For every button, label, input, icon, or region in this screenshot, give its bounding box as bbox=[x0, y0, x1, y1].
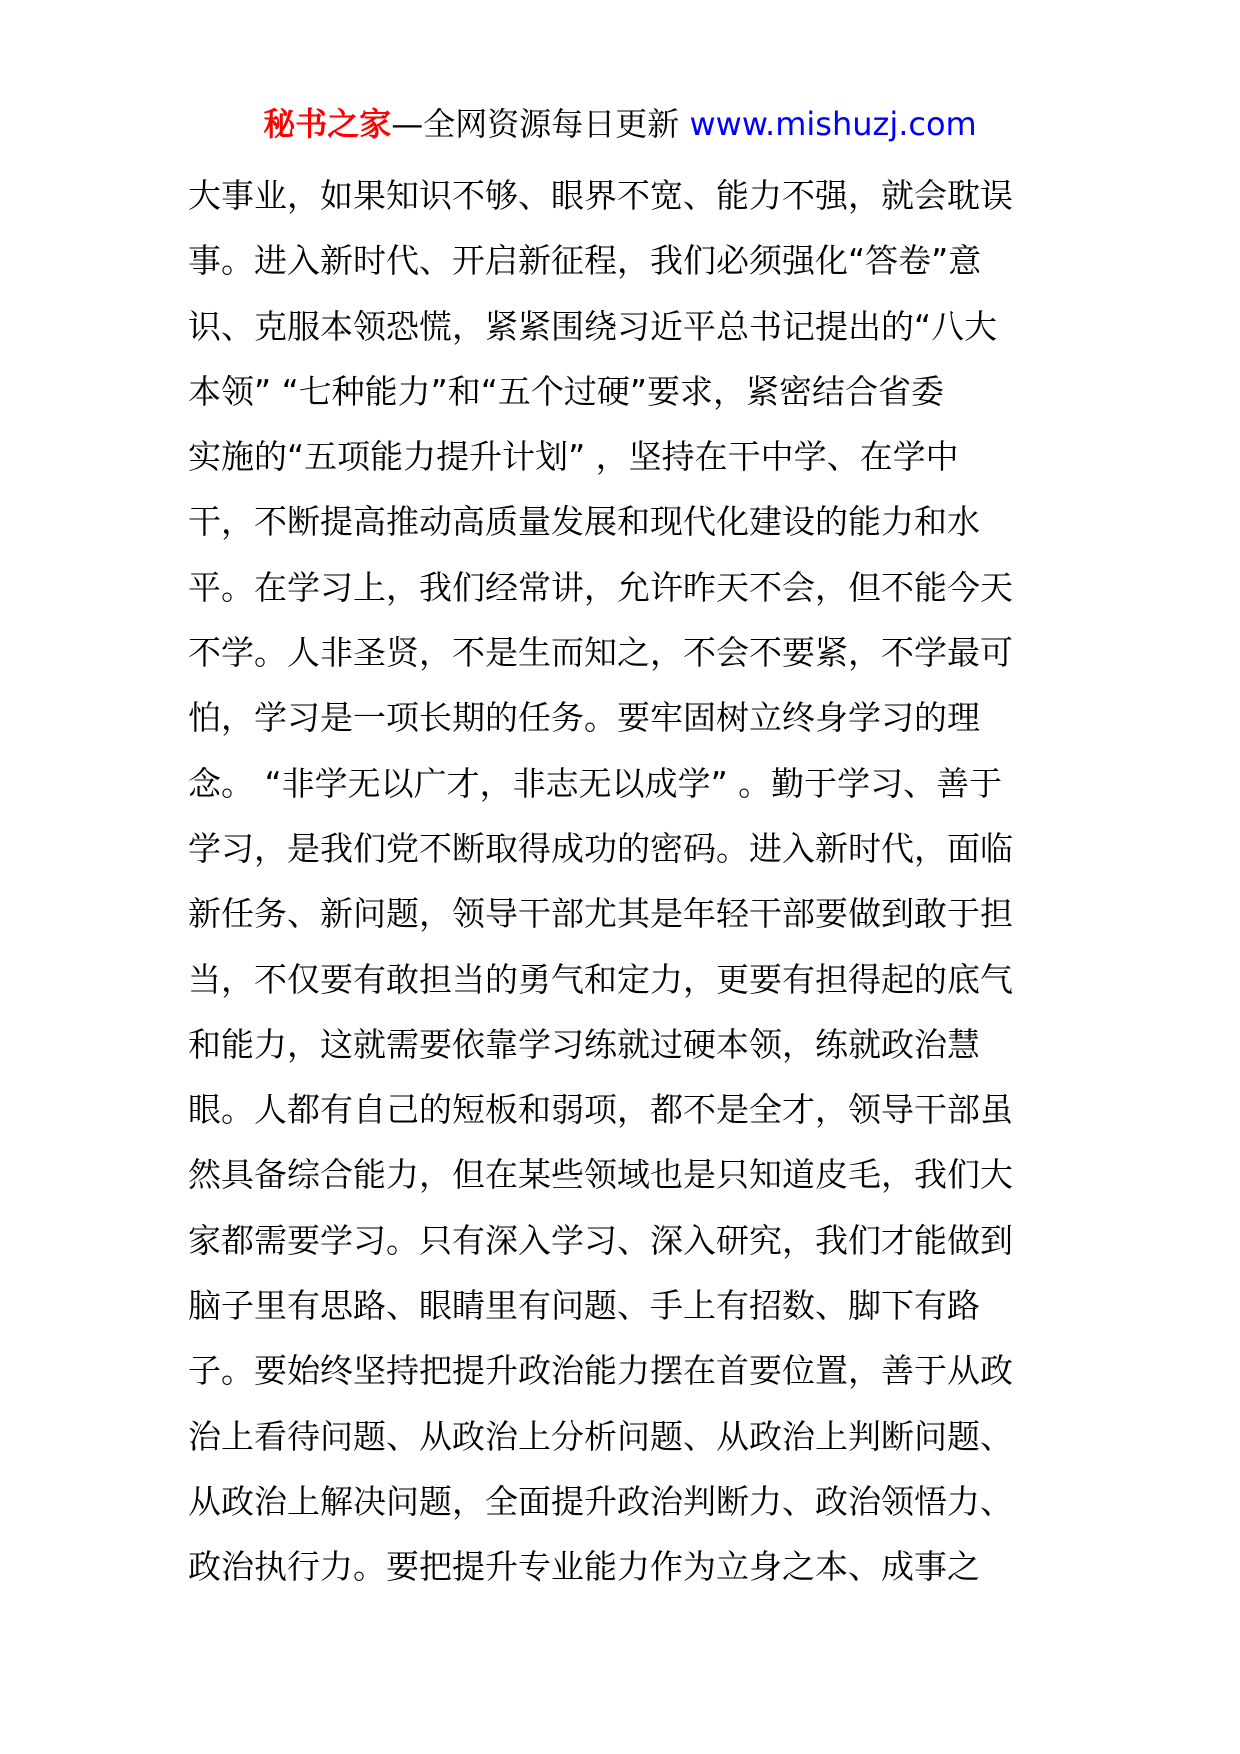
page-header bbox=[0, 100, 1240, 148]
body-line: 不学。人非圣贤，不是生而知之，不会不要紧，不学最可 bbox=[188, 633, 1013, 673]
body-line: 然具备综合能力，但在某些领域也是只知道皮毛，我们大 bbox=[188, 1155, 1013, 1195]
body-line: 念。 “非学无以广才，非志无以成学” 。勤于学习、善于 bbox=[188, 763, 1003, 803]
body-line: 学习，是我们党不断取得成功的密码。进入新时代，面临 bbox=[188, 828, 1013, 868]
body-line: 干，不断提高推动高质量发展和现代化建设的能力和水 bbox=[188, 502, 980, 542]
body-line: 新任务、新问题，领导干部尤其是年轻干部要做到敢于担 bbox=[188, 894, 1013, 934]
body-line: 事。进入新时代、开启新征程，我们必须强化“答卷”意 bbox=[188, 241, 982, 281]
header-brand: 秘书之家 bbox=[263, 105, 392, 143]
body-line: 实施的“五项能力提升计划” ，坚持在干中学、在学中 bbox=[188, 437, 959, 477]
body-line: 从政治上解决问题，全面提升政治判断力、政治领悟力、 bbox=[188, 1481, 1013, 1521]
body-line: 脑子里有思路、眼睛里有问题、手上有招数、脚下有路 bbox=[188, 1286, 980, 1326]
body-line: 政治执行力。要把提升专业能力作为立身之本、成事之 bbox=[188, 1547, 980, 1587]
body-line: 怕，学习是一项长期的任务。要牢固树立终身学习的理 bbox=[188, 698, 980, 738]
body-line: 本领” “七种能力”和“五个过硬”要求，紧密结合省委 bbox=[188, 371, 944, 411]
body-line: 治上看待问题、从政治上分析问题、从政治上判断问题、 bbox=[188, 1416, 1013, 1456]
header-tagline: —全网资源每日更新 bbox=[391, 105, 690, 143]
body-line: 平。在学习上，我们经常讲，允许昨天不会，但不能今天 bbox=[188, 567, 1013, 607]
body-line: 眼。人都有自己的短板和弱项，都不是全才，领导干部虽 bbox=[188, 1090, 1013, 1130]
document-body bbox=[188, 163, 1068, 1600]
body-line: 子。要始终坚持把提升政治能力摆在首要位置，善于从政 bbox=[188, 1351, 1013, 1391]
body-line: 家都需要学习。只有深入学习、深入研究，我们才能做到 bbox=[188, 1220, 1013, 1260]
header-url[interactable]: www.mishuzj.com bbox=[689, 105, 977, 143]
body-line: 识、克服本领恐慌，紧紧围绕习近平总书记提出的“八大 bbox=[188, 306, 998, 346]
body-line: 大事业，如果知识不够、眼界不宽、能力不强，就会耽误 bbox=[188, 176, 1013, 215]
body-line: 和能力，这就需要依靠学习练就过硬本领，练就政治慧 bbox=[188, 1024, 980, 1064]
body-line: 当，不仅要有敢担当的勇气和定力，更要有担得起的底气 bbox=[188, 959, 1013, 999]
